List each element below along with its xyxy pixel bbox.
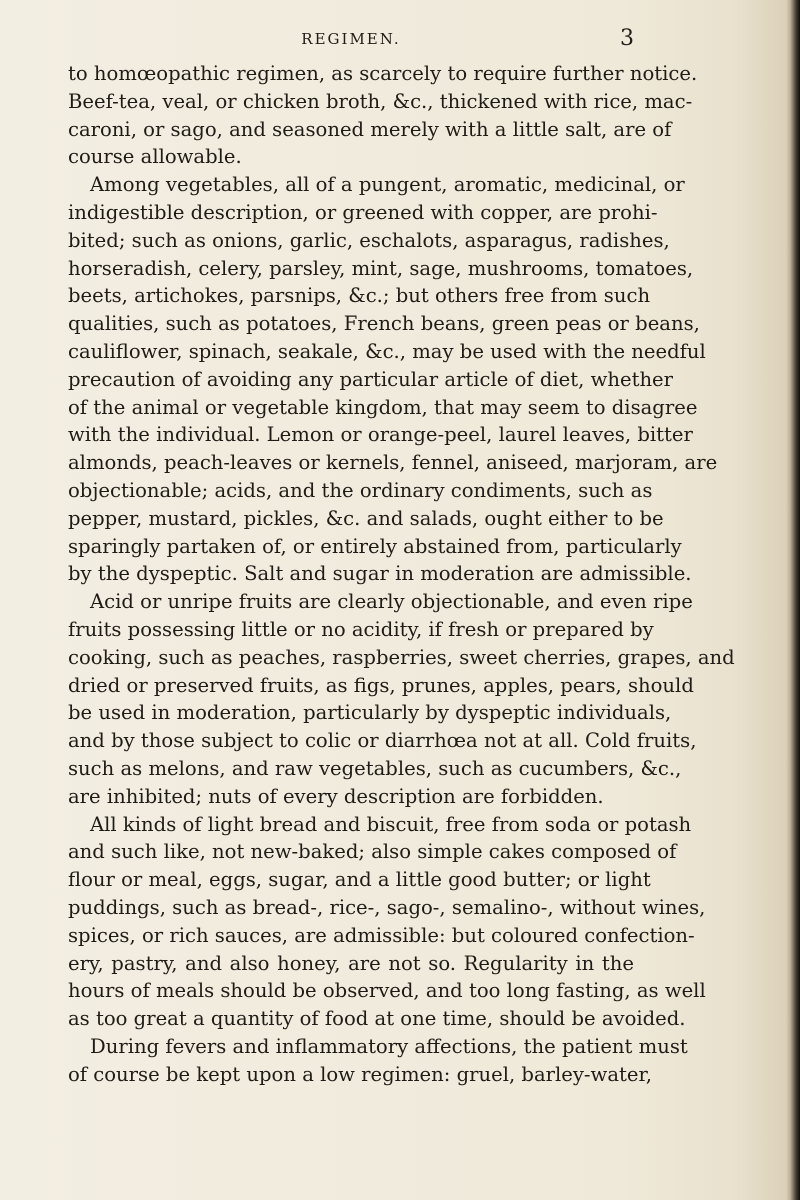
text-line: precaution of avoiding any particular article of diet, whether [68,367,674,391]
text-line: ery, pastry, and also honey, are not so. Regularity in the [68,951,634,975]
text-line: such as melons, and raw vegetables, such as cucumbers, &c., [68,756,682,780]
text-line: bited; such as onions, garlic, eschalots, asparagus, radishes, [68,228,670,252]
text-line: fruits possessing little or no acidity, if fresh or prepared by [68,617,654,641]
text-line: indigestible description, or greened with copper, are prohi- [68,200,658,224]
text-line: Beef-tea, veal, or chicken broth, &c., thickened with rice, mac- [68,89,693,113]
text-line: qualities, such as potatoes, French beans, green peas or beans, [68,312,700,336]
running-title: REGIMEN. [301,30,401,48]
text-line: pepper, mustard, pickles, &c. and salads, ought either to be [68,506,664,530]
text-line: of the animal or vegetable kingdom, that may seem to disagree [68,395,698,419]
text-line: dried or preserved fruits, as figs, prunes, apples, pears, should [68,673,694,697]
text-line: as too great a quantity of food at one time, should be avoided. [68,1007,686,1031]
text-line: be used in moderation, particularly by dyspeptic individuals, [68,701,672,725]
text-line: beets, artichokes, parsnips, &c.; but others free from such [68,284,651,308]
text-line: hours of meals should be observed, and too long fasting, as well [68,979,706,1003]
text-line: by the dyspeptic. Salt and sugar in moderation are admissible. [68,562,692,586]
body-text [68,60,735,1088]
running-header [68,26,634,56]
text-line: course allowable. [68,145,242,169]
paragraph-first-line: During fevers and inflammatory affections, the patient must [90,1034,688,1058]
text-line: puddings, such as bread-, rice-, sago-, semalino-, without wines, [68,895,706,919]
text-line: are inhibited; nuts of every description are forbidden. [68,784,604,808]
text-line: spices, or rich sauces, are admissible: but coloured confection- [68,923,695,947]
text-line: cooking, such as peaches, raspberries, sweet cherries, grapes, and [68,645,735,669]
text-line: almonds, peach-leaves or kernels, fennel, aniseed, marjoram, are [68,451,718,475]
text-line: of course be kept upon a low regimen: gruel, barley-water, [68,1062,652,1086]
paragraph-first-line: Acid or unripe fruits are clearly objectionable, and even ripe [90,590,693,614]
text-line: caroni, or sago, and seasoned merely with a little salt, are of [68,117,672,141]
text-line: horseradish, celery, parsley, mint, sage, mushrooms, tomatoes, [68,256,694,280]
text-line: sparingly partaken of, or entirely abstained from, particularly [68,534,682,558]
text-line: flour or meal, eggs, sugar, and a little good butter; or light [68,868,651,892]
text-line: with the individual. Lemon or orange-peel, laurel leaves, bitter [68,423,693,447]
page-number: 3 [620,26,634,51]
text-line: cauliflower, spinach, seakale, &c., may be used with the needful [68,339,706,363]
page-edge-shadow [786,0,800,1200]
paragraph-first-line: Among vegetables, all of a pungent, aromatic, medicinal, or [90,173,685,197]
text-line: objectionable; acids, and the ordinary condiments, such as [68,478,653,502]
text-line: to homœopathic regimen, as scarcely to require further notice. [68,62,698,85]
paragraph-first-line: All kinds of light bread and biscuit, free from soda or potash [90,812,692,836]
text-line: and by those subject to colic or diarrhœa not at all. Cold fruits, [68,729,697,753]
text-line: and such like, not new-baked; also simple cakes composed of [68,840,677,864]
